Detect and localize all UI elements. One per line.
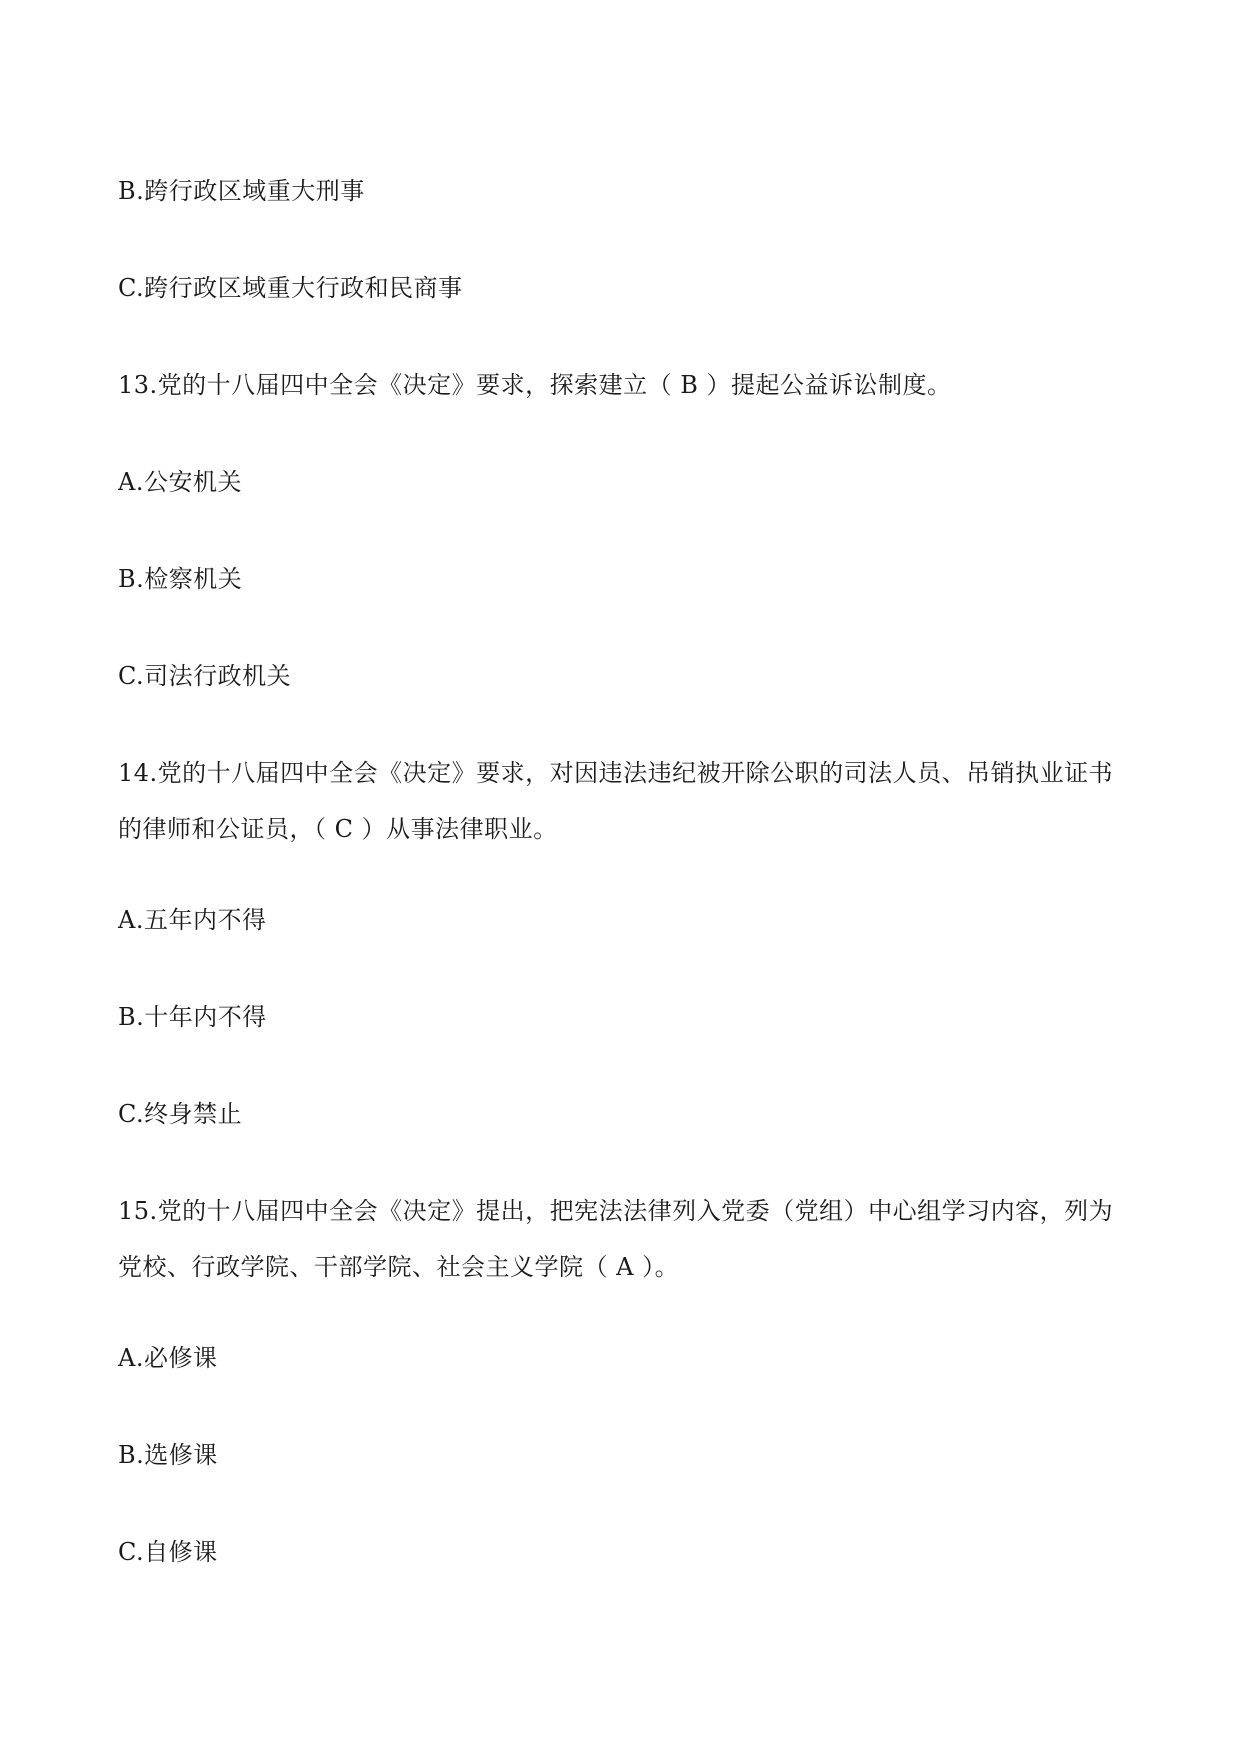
option-item: C.自修课 <box>118 1538 218 1566</box>
option-item: C.司法行政机关 <box>118 662 292 690</box>
option-item: A.必修课 <box>118 1344 218 1372</box>
option-item: B.检察机关 <box>118 565 243 593</box>
option-item: B.跨行政区域重大刑事 <box>118 177 365 205</box>
option-item: B.十年内不得 <box>118 1003 267 1031</box>
option-item: C.终身禁止 <box>118 1100 243 1128</box>
option-item: B.选修课 <box>118 1441 218 1469</box>
question-text: 13.党的十八届四中全会《决定》要求，探索建立（ B ）提起公益诉讼制度。 <box>118 371 952 399</box>
question-text: 14.党的十八届四中全会《决定》要求，对因违法违纪被开除公职的司法人员、吊销执业证书的律师和公证员，（ C ）从事法律职业。 <box>118 759 1114 843</box>
option-item: A.五年内不得 <box>118 906 267 934</box>
option-item: C.跨行政区域重大行政和民商事 <box>118 274 463 302</box>
question-text: 15.党的十八届四中全会《决定》提出，把宪法法律列入党委（党组）中心组学习内容，列为党校、行政学院、干部学院、社会主义学院（ A ）。 <box>118 1197 1114 1281</box>
option-item: A.公安机关 <box>118 468 242 496</box>
